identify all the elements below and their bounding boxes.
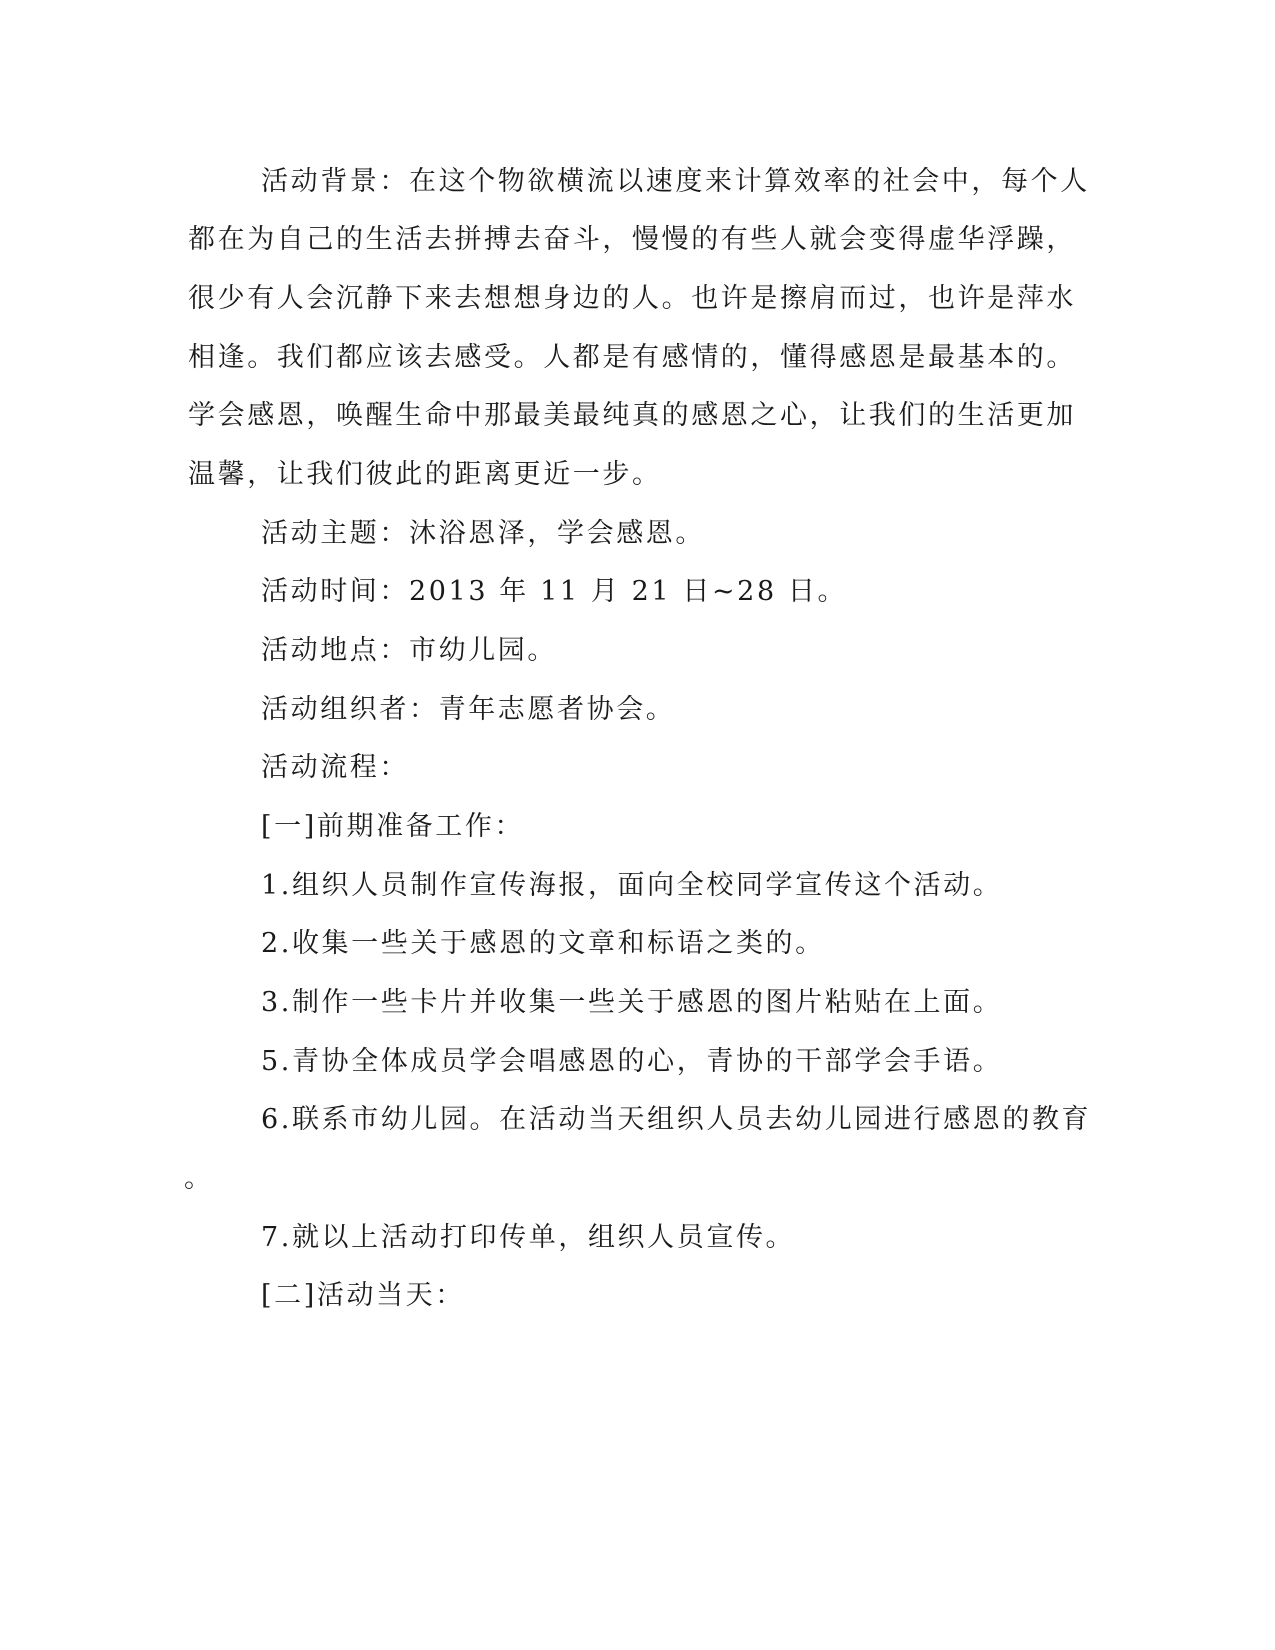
activity-time: 活动时间：2013 年 11 月 21 日~28 日。	[261, 576, 848, 607]
background-line-4: 相逢。我们都应该去感受。人都是有感情的，懂得感恩是最基本的。	[188, 342, 1076, 373]
process-heading: 活动流程：	[261, 752, 409, 783]
activity-location: 活动地点：市幼儿园。	[261, 635, 557, 666]
activity-theme: 活动主题：沐浴恩泽，学会感恩。	[261, 518, 705, 549]
list-item-continuation: 。	[184, 1163, 214, 1194]
section-one-heading: [一]前期准备工作：	[261, 811, 525, 842]
list-item: 5.青协全体成员学会唱感恩的心，青协的干部学会手语。	[261, 1046, 1003, 1077]
list-item: 3.制作一些卡片并收集一些关于感恩的图片粘贴在上面。	[261, 987, 1003, 1018]
activity-organizer: 活动组织者：青年志愿者协会。	[261, 694, 676, 725]
list-item: 6.联系市幼儿园。在活动当天组织人员去幼儿园进行感恩的教育	[261, 1104, 1092, 1135]
background-line-2: 都在为自己的生活去拼搏去奋斗，慢慢的有些人就会变得虚华浮躁，	[188, 224, 1076, 255]
background-line-6: 温馨，让我们彼此的距离更近一步。	[188, 459, 662, 490]
background-line-1: 活动背景：在这个物欲横流以速度来计算效率的社会中，每个人	[261, 166, 1090, 197]
background-line-5: 学会感恩，唤醒生命中那最美最纯真的感恩之心，让我们的生活更加	[188, 400, 1076, 431]
list-item: 2.收集一些关于感恩的文章和标语之类的。	[261, 928, 825, 959]
list-item: 1.组织人员制作宣传海报，面向全校同学宣传这个活动。	[261, 870, 1003, 901]
section-two-heading: [二]活动当天：	[261, 1280, 465, 1311]
background-line-3: 很少有人会沉静下来去想想身边的人。也许是擦肩而过，也许是萍水	[188, 283, 1076, 314]
list-item: 7.就以上活动打印传单，组织人员宣传。	[261, 1222, 796, 1253]
